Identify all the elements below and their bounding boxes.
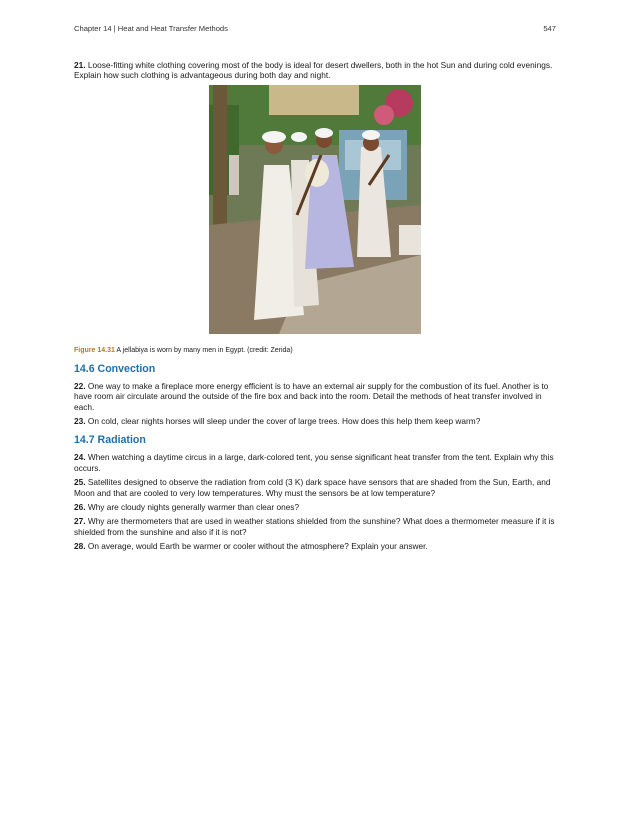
figure-photo (209, 85, 421, 334)
main-content (74, 60, 556, 556)
question-text: Why are thermometers that are used in weather stations shielded from the sunshine? What does a thermometer measure if it is shielded from the sunshine and also if it is not? (74, 516, 555, 537)
question-27 (74, 516, 556, 537)
question-21 (74, 60, 556, 81)
jellabiya-photo (209, 85, 421, 334)
figure-label: Figure 14.31 (74, 346, 115, 354)
section-title-radiation: 14.7 Radiation (74, 434, 146, 447)
question-number: 23. (74, 416, 86, 427)
question-text: On average, would Earth be warmer or cooler without the atmosphere? Explain your answer. (87, 541, 428, 552)
question-number: 21. (74, 60, 86, 70)
question-28 (74, 541, 556, 551)
question-text: Satellites designed to observe the radiation from cold (3 K) dark space have sensors that are shaded from the Sun, Earth, and Moon and that are cooled to very low temperatures. Why must the sensors be at low temperature? (74, 477, 551, 498)
question-22 (74, 381, 556, 412)
question-25 (74, 477, 556, 498)
question-text: Why are cloudy nights generally warmer than clear ones? (87, 502, 300, 513)
question-number: 26. (74, 502, 86, 513)
page-number: 547 (543, 24, 556, 33)
question-23 (74, 416, 556, 426)
chapter-title: Chapter 14 | Heat and Heat Transfer Methods (74, 24, 228, 33)
question-text: Loose-fitting white clothing covering most of the body is ideal for desert dwellers, both in the hot Sun and during cold evenings. Explain how such clothing is advantageous during both day and night. (74, 60, 553, 81)
running-header (74, 24, 556, 33)
question-number: 25. (74, 477, 86, 488)
figure-caption-text: A jellabiya is worn by many men in Egypt. (credit: Zerida) (116, 346, 293, 354)
question-24 (74, 452, 556, 473)
question-number: 27. (74, 516, 86, 527)
figure-caption (74, 346, 556, 355)
section-title-convection: 14.6 Convection (74, 362, 156, 375)
question-text: When watching a daytime circus in a large, dark-colored tent, you sense significant heat transfer from the tent. Explain why this occurs. (74, 452, 554, 473)
question-26 (74, 502, 556, 512)
question-number: 22. (74, 380, 86, 391)
question-text: One way to make a fireplace more energy efficient is to have an external air supply for the combustion of its fuel. Another is to have room air circulate around the outside of the fire box and back into the room. Detail the methods of heat transfer involved in each. (74, 380, 549, 412)
question-number: 28. (74, 541, 86, 552)
question-number: 24. (74, 452, 86, 463)
question-text: On cold, clear nights horses will sleep under the cover of large trees. How does this help them keep warm? (87, 416, 481, 427)
